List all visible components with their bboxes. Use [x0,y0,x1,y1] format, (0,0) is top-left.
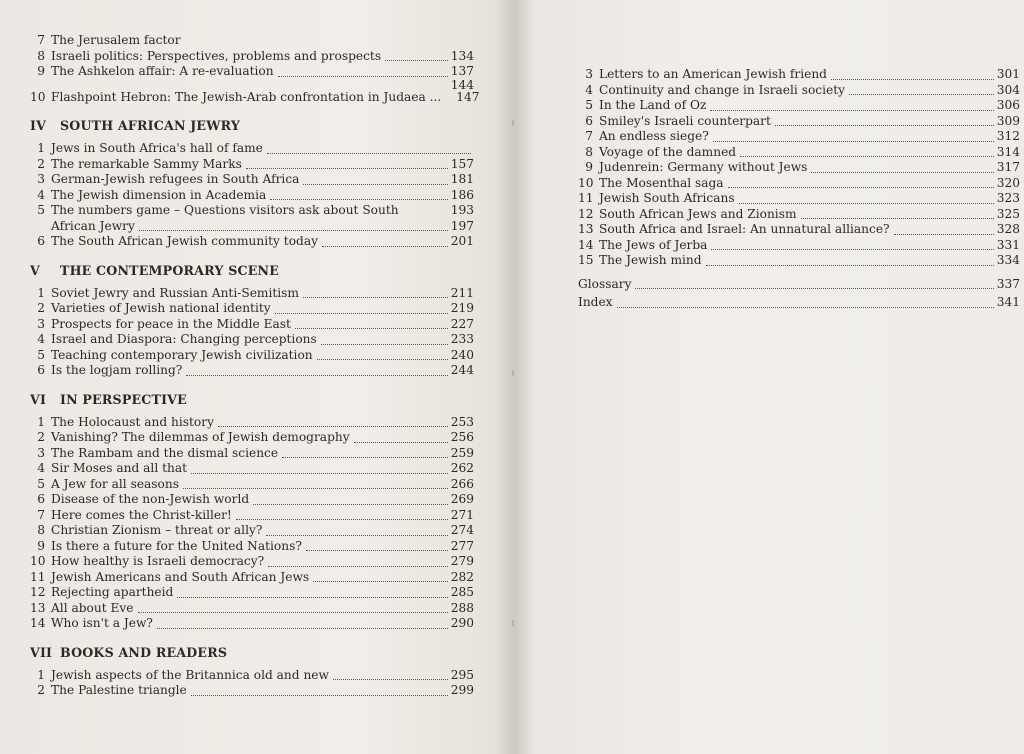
entry-number: 14 [578,237,594,252]
dot-leader [275,313,448,314]
entry-page: 304 [996,82,1020,97]
entry-title: The Mosenthal saga [599,175,724,190]
dot-leader [801,218,994,219]
entry-page: 301 [996,67,1020,81]
entry-page: 262 [450,461,474,475]
entry-number: 1 [37,141,45,155]
dot-leader [333,679,448,680]
section-heading [30,392,474,407]
entry-page: 334 [996,253,1020,267]
dot-leader [706,265,994,266]
entry-page: 269 [450,492,474,506]
entry-page: 274 [450,523,474,537]
dot-leader [713,141,994,142]
section-heading [30,645,474,660]
entry-page: 325 [996,206,1020,221]
entry-number: 4 [37,461,45,475]
entry-number: 4 [37,187,45,202]
toc-entry[interactable] [30,415,474,431]
dot-leader [385,60,448,61]
entry-page: 244 [450,363,474,377]
dot-leader [246,168,448,169]
entry-page: 197 [450,218,474,233]
entry-title: The remarkable Sammy Marks [51,156,242,171]
dot-leader [191,473,448,474]
entry-page: 282 [450,569,474,584]
entry-page: 266 [450,476,474,491]
entry-number: 8 [37,523,45,537]
section-title: BOOKS AND READERS [60,644,228,660]
toc-entry[interactable] [30,348,474,364]
entry-title: The Ashkelon affair: A re-evaluation [51,64,274,78]
entry-page: 288 [450,600,474,615]
entry-page: 144 [450,77,474,92]
entry-number: 10 [578,175,594,190]
toc-entry[interactable] [30,301,474,317]
entry-number: 5 [585,98,593,112]
entry-page: 186 [450,187,474,202]
right-page [514,0,1024,754]
entry-title: Jewish South Africans [599,191,735,205]
toc-entry[interactable] [30,141,474,157]
dot-leader [849,94,994,95]
entry-page: 147 [456,89,480,104]
entry-page: 271 [450,507,474,522]
entry-title: African Jewry [51,218,135,233]
toc-entry[interactable] [30,539,474,555]
toc-entry[interactable] [578,176,1020,192]
entry-title: Jews in South Africa's hall of fame [51,141,263,155]
entry-number: 7 [37,33,45,47]
dot-leader [191,695,448,696]
entry-number: 2 [37,156,45,171]
toc-entry[interactable] [578,160,1020,176]
entry-page: 256 [450,430,474,444]
entry-title: Israel and Diaspora: Changing perceptions [51,332,317,346]
toc-entry[interactable] [30,570,474,586]
entry-page: 320 [996,175,1020,190]
toc-entry-glossary[interactable] [578,277,1020,293]
dot-leader [321,344,448,345]
entry-title: Who isn't a Jew? [51,616,153,630]
entry-title: Continuity and change in Israeli society [599,82,846,97]
entry-number: 8 [585,144,593,159]
entry-number: 3 [37,445,45,460]
toc-entry[interactable] [578,83,1020,99]
dot-leader [268,566,448,567]
toc-entry [30,77,474,92]
entry-title: Is the logjam rolling? [51,363,183,377]
dot-leader [186,375,447,376]
entry-number: 10 [30,554,46,568]
toc-entry[interactable] [578,114,1020,130]
toc-entry[interactable] [30,363,474,379]
dot-leader [317,359,448,360]
entry-title: The Jewish mind [599,253,702,267]
toc-entry[interactable] [30,286,474,302]
entry-page: 157 [450,156,474,171]
entry-number: 2 [37,683,45,697]
entry-number: 12 [578,206,594,221]
entry-page: 323 [996,191,1020,205]
section-title: IN PERSPECTIVE [60,391,187,407]
dot-leader [303,184,447,185]
entry-title: South African Jews and Zionism [599,206,797,221]
entry-page: 290 [450,616,474,630]
section-roman: VII [30,644,53,660]
entry-page: 219 [450,301,474,315]
dot-leader [354,442,448,443]
entry-title: Christian Zionism – threat or ally? [51,523,263,537]
entry-page: 295 [450,667,474,682]
toc-entry[interactable] [30,585,474,601]
entry-page: 211 [450,285,474,300]
toc-entry[interactable] [578,129,1020,145]
entry-number: 11 [30,569,46,584]
dot-leader [177,597,447,598]
entry-page: 312 [996,129,1020,143]
entry-page: 337 [996,276,1020,291]
entry-page: 227 [450,316,474,331]
section-heading [30,118,474,133]
toc-entry[interactable] [30,446,474,462]
dot-leader [253,504,448,505]
entry-page: 134 [450,48,474,63]
dot-leader [894,234,994,235]
entry-page: 306 [996,98,1020,112]
toc-entry[interactable] [30,477,474,493]
toc-left [30,33,480,699]
entry-title: Rejecting apartheid [51,585,174,599]
toc-entry[interactable] [30,64,474,80]
entry-title: Here comes the Christ-killer! [51,507,232,522]
toc-right [578,67,1020,311]
toc-entry[interactable] [30,683,474,699]
dot-leader [236,519,448,520]
entry-title: Sir Moses and all that [51,461,187,475]
entry-title: Prospects for peace in the Middle East [51,316,291,331]
entry-title: All about Eve [51,600,134,615]
entry-page: 285 [450,585,474,599]
entry-number: 10 [30,89,46,104]
entry-title: In the Land of Oz [599,98,707,112]
entry-number: 11 [578,191,594,205]
dot-leader [157,628,448,629]
entry-title: Is there a future for the United Nations? [51,538,302,553]
entry-title: The Jews of Jerba [599,237,708,252]
entry-title: Disease of the non-Jewish world [51,492,250,506]
dot-leader [266,535,447,536]
entry-title: Letters to an American Jewish friend [599,67,827,81]
entry-number: 6 [585,113,593,128]
entry-title: Israeli politics: Perspectives, problems and prospects [51,48,382,63]
dot-leader [728,187,994,188]
dot-leader [270,199,447,200]
toc-entry[interactable] [578,238,1020,254]
entry-title: How healthy is Israeli democracy? [51,554,265,568]
entry-title: The South African Jewish community today [51,234,318,248]
entry-page: 331 [996,237,1020,252]
entry-page: 314 [996,144,1020,159]
dot-leader [303,297,448,298]
toc-entry[interactable] [578,207,1020,223]
toc-entry[interactable] [30,203,474,219]
toc-entry[interactable] [578,253,1020,269]
entry-number: 5 [37,347,45,362]
entry-title: The Jewish dimension in Academia [51,187,267,202]
entry-title: The Jerusalem factor [51,33,181,47]
entry-page: 299 [450,683,474,697]
entry-title: Glossary [578,276,632,291]
toc-entry[interactable] [30,157,474,173]
section-roman: IV [30,118,47,133]
entry-page: 259 [450,445,474,460]
toc-entry[interactable] [30,172,474,188]
entry-number: 3 [585,67,593,81]
section-roman: VI [30,391,47,407]
dot-leader [635,288,993,289]
entry-number: 1 [37,414,45,429]
section-title: SOUTH AFRICAN JEWRY [60,118,241,133]
toc-entry[interactable] [30,508,474,524]
toc-entry[interactable] [30,601,474,617]
entry-page: 193 [450,203,474,217]
toc-entry[interactable] [30,523,474,539]
toc-entry[interactable] [30,188,474,204]
dot-leader [739,203,994,204]
section-title: THE CONTEMPORARY SCENE [60,262,280,278]
entry-title: Teaching contemporary Jewish civilization [51,347,313,362]
entry-title: Judenrein: Germany without Jews [599,160,808,174]
entry-number: 1 [37,285,45,300]
toc-entry[interactable] [30,33,474,49]
dot-leader [322,246,448,247]
entry-number: 9 [585,160,593,174]
toc-entry[interactable] [30,461,474,477]
dot-leader [617,307,994,308]
entry-page: 253 [450,414,474,429]
toc-entry[interactable] [30,332,474,348]
entry-number: 6 [37,492,45,506]
dot-leader [138,612,448,613]
dot-leader [139,230,448,231]
toc-entry[interactable] [30,430,474,446]
entry-title: The Palestine triangle [51,683,187,697]
entry-title: Jewish Americans and South African Jews [51,569,310,584]
entry-title: Flashpoint Hebron: The Jewish-Arab confrontation in Judaea ... [51,89,442,104]
entry-number: 3 [37,172,45,186]
entry-title: Index [578,295,613,309]
dot-leader [811,172,993,173]
entry-number: 6 [37,363,45,377]
entry-number: 8 [37,48,45,63]
toc-entry[interactable] [30,49,474,65]
entry-number: 2 [37,301,45,315]
entry-page: 233 [450,332,474,346]
entry-page: 201 [450,234,474,248]
entry-title: A Jew for all seasons [51,476,179,491]
toc-entry[interactable] [30,554,474,570]
entry-page: 317 [996,160,1020,174]
toc-entry[interactable] [30,234,474,250]
toc-entry[interactable] [30,89,480,106]
entry-number: 5 [37,203,45,217]
entry-number: 4 [37,332,45,346]
entry-title: Smiley's Israeli counterpart [599,113,771,128]
spacer [578,269,1020,277]
entry-number: 9 [37,64,45,78]
entry-page: 137 [450,64,474,78]
toc-entry[interactable] [578,98,1020,114]
dot-leader [282,457,448,458]
toc-entry[interactable] [578,191,1020,207]
entry-title: South Africa and Israel: An unnatural alliance? [599,222,890,236]
dot-leader [775,125,994,126]
entry-title: Vanishing? The dilemmas of Jewish demography [51,430,350,444]
dot-leader [313,581,448,582]
entry-number: 7 [37,507,45,522]
entry-title: Voyage of the damned [599,144,737,159]
entry-number: 5 [37,476,45,491]
section-roman: V [30,262,40,278]
entry-page: 341 [996,295,1020,309]
dot-leader [710,110,993,111]
entry-title: The Holocaust and history [51,414,214,429]
entry-number: 13 [578,222,594,236]
section-heading [30,263,474,278]
toc-entry[interactable] [30,317,474,333]
entry-number: 13 [30,600,46,615]
toc-entry-continuation[interactable] [30,219,474,235]
toc-entry[interactable] [578,222,1020,238]
entry-title: The numbers game – Questions visitors ask about South [51,203,399,217]
entry-number: 15 [578,253,594,267]
entry-page: 309 [996,113,1020,128]
dot-leader [183,488,448,489]
entry-title: An endless siege? [599,129,709,143]
dot-leader [711,249,993,250]
dot-leader [278,76,448,77]
entry-number: 7 [585,129,593,143]
entry-title: Soviet Jewry and Russian Anti-Semitism [51,285,299,300]
entry-title: German-Jewish refugees in South Africa [51,172,300,186]
entry-number: 12 [30,585,46,599]
dot-leader [306,550,448,551]
dot-leader [218,426,448,427]
entry-number: 2 [37,430,45,444]
entry-page: 277 [450,538,474,553]
dot-leader [831,79,994,80]
entry-number: 6 [37,234,45,248]
entry-title: Jewish aspects of the Britannica old and new [51,667,329,682]
entry-number: 9 [37,538,45,553]
toc-entry[interactable] [30,668,474,684]
entry-number: 3 [37,316,45,331]
toc-entry-index[interactable] [578,295,1020,311]
entry-page: 181 [450,172,474,186]
dot-leader [740,156,994,157]
entry-number: 1 [37,667,45,682]
entry-page: 279 [450,554,474,568]
toc-entry[interactable] [30,616,474,632]
entry-number: 4 [585,82,593,97]
toc-entry[interactable] [30,492,474,508]
entry-title: The Rambam and the dismal science [51,445,279,460]
toc-entry[interactable] [578,67,1020,83]
toc-entry[interactable] [578,145,1020,161]
entry-number: 14 [30,616,46,630]
entry-page: 240 [450,347,474,362]
dot-leader [267,153,471,154]
entry-page: 328 [996,222,1020,236]
dot-leader [295,328,448,329]
entry-title: Varieties of Jewish national identity [51,301,271,315]
